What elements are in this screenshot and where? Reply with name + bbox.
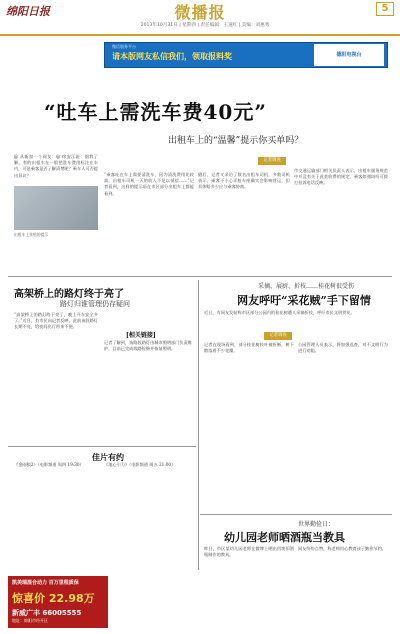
car-ad-price: 惊喜价 22.98万: [12, 592, 95, 605]
car-ad-phone: 新威广丰 66005555: [12, 609, 82, 617]
ad-banner-top: 微信服务平台: [112, 44, 136, 49]
ad-banner-headline: 请本版网友私信我们，领取报料奖: [112, 52, 232, 61]
left-story-column-2: 记者了解到，该路段路灯由城市照明部门负责维护，目前已完成线路检修并恢复照明。: [104, 340, 192, 352]
divider: [198, 280, 199, 570]
dateline: 2013年10月31日 | 星期四 | 责任编辑：王速红 | 美编：刘惠秀: [140, 23, 270, 28]
right-top-kicker: 采摘、展厨、折枝……桂花树很受伤: [257, 283, 354, 290]
right-bottom-headline: 幼儿园老师晒酒瓶当教具: [224, 531, 345, 544]
jiapin-headline: 佳片有约: [92, 452, 124, 462]
page-number: 5: [376, 2, 394, 16]
lead-column-1: “乘客吐在车上需要清洗车，因为清洗费用比较高，出租车司机一天的收入不足以抵偿……”记者看到，这样的提示语在市区部分出租车上都能看到。: [104, 172, 194, 196]
divider: [8, 276, 392, 277]
lead-photo-caption: 出租车上张贴的提示: [14, 232, 49, 237]
right-top-tag: 记者调查: [264, 332, 292, 340]
right-top-headline: 网友呼吁“采花贼”手下留情: [237, 294, 371, 307]
newspaper-logo: 绵阳日报: [6, 5, 50, 18]
left-story-subheadline: 路灯归谁管理仍存疑问: [60, 300, 130, 308]
car-ad-line-1: 凯美瑞混合动力 百万里程质保: [12, 580, 79, 586]
divider: [8, 446, 196, 447]
lead-intro: @ 从新加一个网友：@ 徐安江说：据我了解，有的出租车在一般把洗车费用标注在车内，可是乘客是否了解清楚呢？乘车人可否提出异议？: [14, 154, 98, 178]
jiapin-column-1: 《金刚狼2》（电影频道 周四 19:30）: [14, 462, 84, 467]
lead-tag: 记者调查: [258, 157, 286, 165]
jiapin-column-2: 《地心引力》（电影频道 周五 21:00）: [104, 462, 176, 467]
car-ad-address: 地址：绵阳市经开区: [12, 618, 48, 623]
left-story-column-1: “高架桥上的路灯终于亮了，晚上开车安全多了。”近日，有市民向记者反映，此前该段路灯长期不亮，给夜间出行带来不便。: [14, 312, 98, 330]
lead-photo: [14, 186, 98, 230]
section-title: 微播报: [174, 3, 226, 22]
right-bottom-column-1: 昨日，市区某幼儿园老师在微博上晒出用废旧酒瓶制作的教具。: [204, 546, 294, 558]
left-story-kicker: [相关链接]: [126, 332, 156, 339]
ad-banner-brand: 德阳电视台: [314, 44, 384, 66]
lead-column-3: 市交通运输部门相关负责人表示，出租车服务规范中并没有关于此类收费的规定，乘客如遇纠纷可拨打投诉电话反映。: [294, 168, 388, 186]
lead-column-2: 随后，记者又采访了数名出租车司机，多数司机表示，乘客不小心弄脏车座确实会影响营运，但具体赔多少应与乘客协商。: [198, 172, 290, 190]
right-bottom-kicker: 世界勤俭日：: [298, 521, 335, 528]
right-top-intro: 近日，有网友发帖称市区部分公园内的桂花树遭人采摘折枝，呼吁市民文明赏花。: [204, 310, 355, 315]
right-bottom-column-2: 网友纷纷点赞，称老师用心教育孩子勤俭节约。: [298, 546, 386, 551]
divider: [200, 514, 392, 515]
left-story-headline: 高架桥上的路灯终于亮了: [14, 289, 124, 300]
lead-headline: “吐车上需洗车费40元”: [44, 100, 267, 124]
lead-subheadline: 出租车上的“温馨”提示你买单吗？: [168, 136, 304, 146]
right-top-column-2: 公园管理人员表示，将加强巡查，对不文明行为进行劝阻。: [298, 342, 388, 354]
right-top-column-1: 记者在现场看到，部分桂花树枝叶被折断，树下散落着不少花瓣。: [204, 342, 294, 354]
